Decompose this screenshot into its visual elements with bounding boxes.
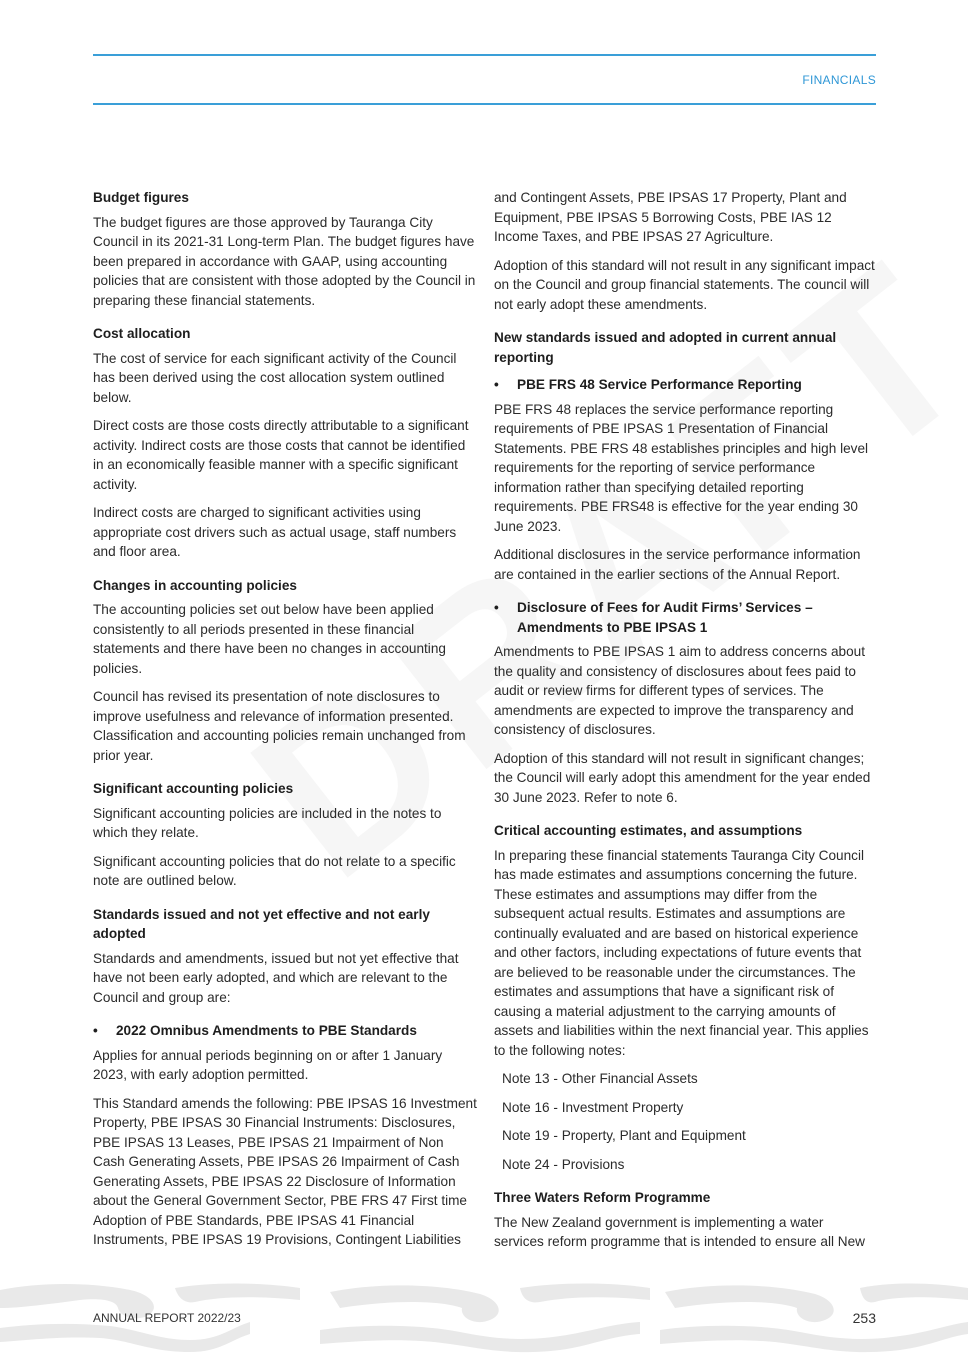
heading-new-standards-adopted: New standards issued and adopted in current annual reporting: [494, 330, 837, 365]
heading-significant-accounting-policies: Significant accounting policies: [93, 781, 294, 796]
paragraph: Adoption of this standard will not result in any significant impact on the Council and group financial statements. The council will not early adopt these amendments.: [494, 257, 875, 312]
paragraph: The accounting policies set out below have been applied consistently to all periods presented in these financial statements and there have been no changes in accounting policies.: [93, 602, 446, 676]
bullet-audit-fees-disclosure: • Disclosure of Fees for Audit Firms’ Services – Amendments to PBE IPSAS 1: [494, 598, 876, 637]
paragraph: Additional disclosures in the service performance information are contained in the earlier sections of the Annual Report.: [494, 547, 861, 582]
page-number: 253: [852, 1310, 876, 1326]
paragraph: The New Zealand government is implementing a water services reform programme that is intended to ensure all New: [494, 1214, 865, 1249]
paragraph: PBE FRS 48 replaces the service performance reporting requirements of PBE IPSAS 1 Presentation of Financial Statements. PBE FRS 48 establishes principles and high level requirements for the reporting of service performance information rather than specifying detailed reporting requirements. PBE FRS48 is effective for the year ending 30 June 2023.: [494, 401, 869, 534]
paragraph: The cost of service for each significant activity of the Council has been derived using the cost allocation system outlined below.: [93, 350, 457, 405]
paragraph: Significant accounting policies are included in the notes to which they relate.: [93, 805, 442, 840]
paragraph: and Contingent Assets, PBE IPSAS 17 Property, Plant and Equipment, PBE IPSAS 5 Borrowing Costs, PBE IAS 12 Income Taxes, and PBE IPSAS 27 Agriculture.: [494, 190, 847, 244]
paragraph: In preparing these financial statements Tauranga City Council has made estimates and assumptions concerning the future. These estimates and assumptions may differ from the subsequent actual results. Estimates and assumptions are continually evaluated and are based on historical experience and other factors, including expectations of future events that are believed to be reasonable under the circumstances. The estimates and assumptions that have a significant risk of causing a material adjustment to the carrying amounts of assets and liabilities within the next financial year. This applies to the following notes:: [494, 847, 869, 1058]
footer-report-title: ANNUAL REPORT 2022/23: [93, 1311, 241, 1325]
heading-three-waters-reform: Three Waters Reform Programme: [494, 1190, 711, 1205]
note-item: Note 24 - Provisions: [502, 1156, 625, 1172]
note-item: Note 19 - Property, Plant and Equipment: [502, 1128, 746, 1143]
paragraph: Applies for annual periods beginning on or after 1 January 2023, with early adoption permitted.: [93, 1047, 443, 1082]
heading-cost-allocation: Cost allocation: [93, 326, 191, 341]
paragraph: The budget figures are those approved by Tauranga City Council in its 2021-31 Long-term Plan. The budget figures have been prepared in accordance with GAAP, using accounting policies that are consistent with those adopted by the Council in preparing these financial statements.: [93, 214, 476, 308]
paragraph: Significant accounting policies that do not relate to a specific note are outlined below.: [93, 853, 456, 888]
bullet-pbe-frs-48: • PBE FRS 48 Service Performance Reporting: [494, 375, 876, 395]
header-top-rule: [93, 54, 876, 56]
bullet-omnibus-amendments: • 2022 Omnibus Amendments to PBE Standards: [93, 1021, 478, 1041]
heading-critical-estimates: Critical accounting estimates, and assumptions: [494, 823, 803, 838]
paragraph: This Standard amends the following: PBE IPSAS 16 Investment Property, PBE IPSAS 30 Financial Instruments: Disclosures, PBE IPSAS 13 Leases, PBE IPSAS 21 Impairment of Non Cash Generating Assets, PBE IPSAS 26 Impairment of Cash Generating Assets, PBE IPSAS 22 Disclosure of Information about the General Government Sector, PBE FRS 47 First time Adoption of PBE Standards, PBE IPSAS 41 Financial Instruments, PBE IPSAS 19 Provisions, Contingent Liabilities: [93, 1095, 477, 1247]
heading-changes-in-accounting-policies: Changes in accounting policies: [93, 577, 297, 593]
heading-standards-not-yet-effective: Standards issued and not yet effective and not early adopted: [93, 906, 430, 941]
paragraph: Amendments to PBE IPSAS 1 aim to address concerns about the quality and consistency of disclosures about fees paid to audit or review firms for different types of services. The amendments are expected to improve the transparency and consistency of disclosures.: [494, 644, 866, 737]
header-bottom-rule: [93, 103, 876, 105]
paragraph: Adoption of this standard will not result in significant changes; the Council will early adopt this amendment for the year ended 30 June 2023. Refer to note 6.: [494, 750, 871, 805]
left-column: [93, 188, 478, 1259]
paragraph: Indirect costs are charged to significant activities using appropriate cost drivers such as actual usage, staff numbers and floor area.: [93, 505, 457, 559]
note-item: Note 13 - Other Financial Assets: [502, 1071, 698, 1086]
paragraph: Council has revised its presentation of note disclosures to improve usefulness and relevance of information presented. Classification and accounting policies remain unchanged from prior year.: [93, 689, 466, 763]
paragraph: Direct costs are those costs directly attributable to a significant activity. Indirect costs are those costs that cannot be identified in an economically feasible manner with a specific significant activity.: [93, 418, 469, 492]
section-label: FINANCIALS: [802, 73, 876, 87]
paragraph: Standards and amendments, issued but not yet effective that have not been early adopted, and which are relevant to the Council and group are:: [93, 950, 459, 1005]
heading-budget-figures: Budget figures: [93, 190, 189, 205]
right-column: [494, 188, 876, 1261]
note-item: Note 16 - Investment Property: [502, 1099, 684, 1115]
